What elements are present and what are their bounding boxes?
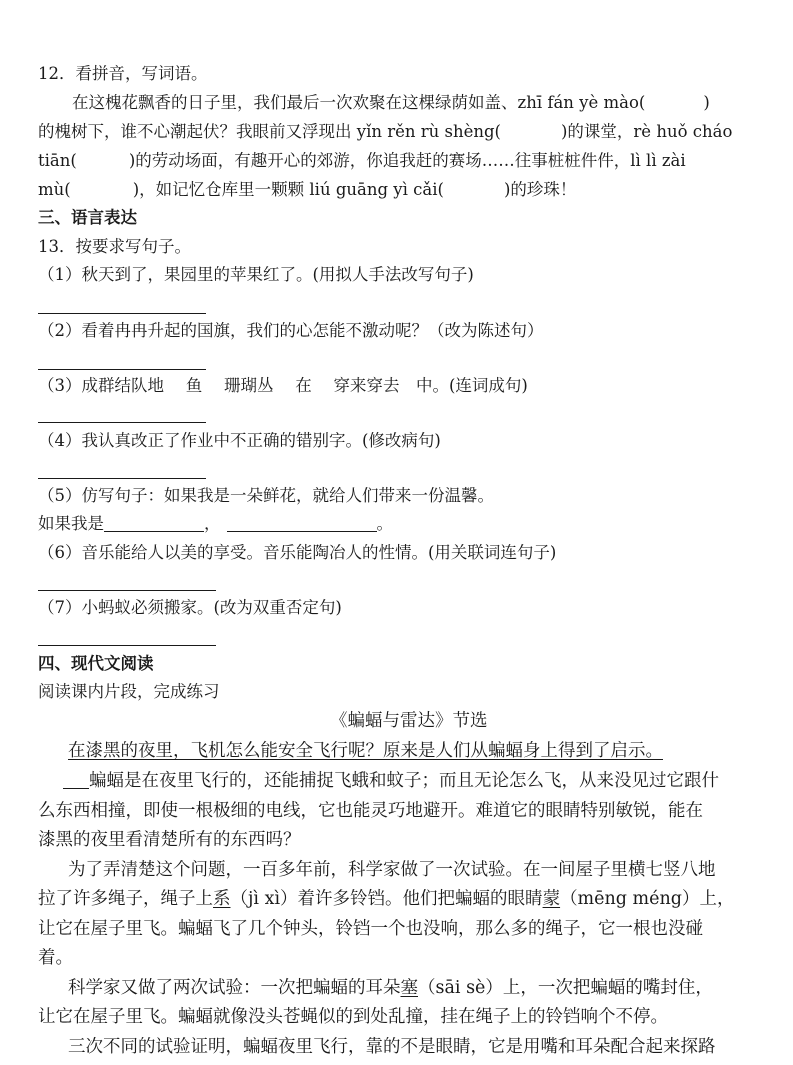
- item5-end: 。: [376, 514, 393, 533]
- passage-p2-line2: [38, 888, 734, 910]
- p2-l2-c: （mēng méng）上，: [560, 889, 735, 909]
- passage-p4-line1: 三次不同的试验证明，蝙蝠夜里飞行，靠的不是眼睛，它是用嘴和耳朵配合起来探路: [68, 1037, 716, 1057]
- underlined-char-meng: 蒙: [542, 889, 561, 909]
- q12-line4-b: )，如记忆仓库里一颗颗 liú guāng yì cǎi(: [132, 180, 444, 199]
- q13-answer-line-1[interactable]: [38, 313, 206, 314]
- q12-blank-1[interactable]: [645, 95, 703, 111]
- p2-l2-b: （jì xì）着许多铃铛。他们把蝙蝠的眼睛: [230, 889, 543, 909]
- p3-l1-a: 科学家又做了两次试验：一次把蝙蝠的耳朵: [68, 978, 401, 998]
- q12-blank-4[interactable]: [71, 182, 133, 198]
- section4-instruction: 阅读课内片段，完成练习: [38, 682, 220, 701]
- p1-l1-text: 蝙蝠是在夜里飞行的，还能捕捉飞蛾和蚊子；而且无论怎么飞，从来没见过它跟什: [89, 771, 719, 791]
- item5-blank-1[interactable]: [104, 515, 204, 532]
- q12-line4: [38, 179, 576, 201]
- passage-title: 《蝙蝠与雷达》节选: [330, 711, 488, 731]
- p2-l2-a: 拉了许多绳子，绳子上: [38, 889, 213, 909]
- q12-line3-a: tiān(: [38, 151, 77, 170]
- q13-item-6: （6）音乐能给人以美的享受。音乐能陶冶人的性情。(用关联词连句子): [38, 543, 557, 562]
- q13-item-5-fill: [38, 513, 393, 535]
- q13-answer-line-4[interactable]: [38, 478, 206, 479]
- q12-line2: [38, 121, 732, 143]
- q13-item-3: （3）成群结队地 鱼 珊瑚丛 在 穿来穿去 中。(连词成句): [38, 376, 528, 395]
- q12-line1-text: 在这槐花飘香的日子里，我们最后一次欢聚在这棵绿荫如盖、zhī fán yè mào(: [72, 93, 646, 112]
- q12-line4-c: )的珍珠！: [503, 180, 577, 199]
- p1-leading-blank[interactable]: [63, 772, 89, 789]
- item5-prefix: 如果我是: [38, 514, 104, 533]
- q13-answer-line-2[interactable]: [38, 369, 206, 370]
- q12-blank-3[interactable]: [77, 153, 129, 169]
- passage-p1-line2: 么东西相撞，即使一根极细的电线，它也能灵巧地避开。难道它的眼睛特别敏锐，能在: [38, 801, 703, 821]
- item5-comma: ，: [204, 514, 221, 533]
- q12-line4-a: mù(: [38, 180, 71, 199]
- q12-line3-b: )的劳动场面，有趣开心的郊游，你追我赶的赛场……往事桩桩件件，lì lì zài: [128, 151, 686, 170]
- p3-l1-b: （sāi sè）上，一次把蝙蝠的嘴封住，: [418, 978, 713, 998]
- passage-p2-line3: 让它在屋子里飞。蝙蝠飞了几个钟头，铃铛一个也没响，那么多的绳子，它一根也没碰: [38, 919, 703, 939]
- underlined-char-sai: 塞: [400, 978, 418, 998]
- passage-p1-line3: 漆黑的夜里看清楚所有的东西吗？: [38, 830, 301, 850]
- q13-answer-line-3[interactable]: [38, 422, 206, 423]
- section3-title: 三、语言表达: [38, 208, 137, 227]
- item5-blank-2[interactable]: [227, 515, 377, 532]
- underlined-char-xi: 系: [213, 889, 231, 909]
- passage-p1-line1: [63, 770, 719, 792]
- q13-item-2: （2）看着冉冉升起的国旗，我们的心怎能不激动呢？（改为陈述句）: [38, 321, 544, 340]
- passage-p3-line2: 让它在屋子里飞。蝙蝠就像没头苍蝇似的到处乱撞，挂在绳子上的铃铛响个不停。: [38, 1007, 668, 1027]
- q12-blank-2[interactable]: [501, 124, 561, 140]
- q12-line3: [38, 150, 686, 172]
- passage-p3-line1: [68, 977, 713, 999]
- q13-item-5: （5）仿写句子：如果我是一朵鲜花，就给人们带来一份温馨。: [38, 486, 494, 505]
- q13-heading: 13．按要求写句子。: [38, 237, 191, 256]
- q12-line1-end: ): [703, 93, 710, 112]
- q12-line1: [72, 92, 710, 114]
- q13-item-1: （1）秋天到了，果园里的苹果红了。(用拟人手法改写句子): [38, 265, 474, 284]
- passage-p2-line4: 着。: [38, 948, 73, 968]
- q12-line2-b: )的课堂，rè huǒ cháo: [560, 122, 733, 141]
- q13-item-4: （4）我认真改正了作业中不正确的错别字。(修改病句): [38, 431, 441, 450]
- section4-title: 四、现代文阅读: [38, 654, 154, 673]
- q12-heading: 12．看拼音，写词语。: [38, 64, 208, 83]
- q13-answer-line-6[interactable]: [38, 590, 216, 591]
- q12-blank-5[interactable]: [444, 182, 504, 198]
- passage-p2-line1: 为了弄清楚这个问题，一百多年前，科学家做了一次试验。在一间屋子里横七竖八地: [68, 860, 716, 880]
- q13-item-7: （7）小蚂蚁必须搬家。(改为双重否定句): [38, 598, 342, 617]
- q13-answer-line-7[interactable]: [38, 645, 216, 646]
- q12-line2-a: 的槐树下，谁不心潮起伏？我眼前又浮现出 yǐn rěn rù shèng(: [38, 122, 501, 141]
- passage-p0: 在漆黑的夜里，飞机怎么能安全飞行呢？原来是人们从蝙蝠身上得到了启示。: [68, 741, 663, 761]
